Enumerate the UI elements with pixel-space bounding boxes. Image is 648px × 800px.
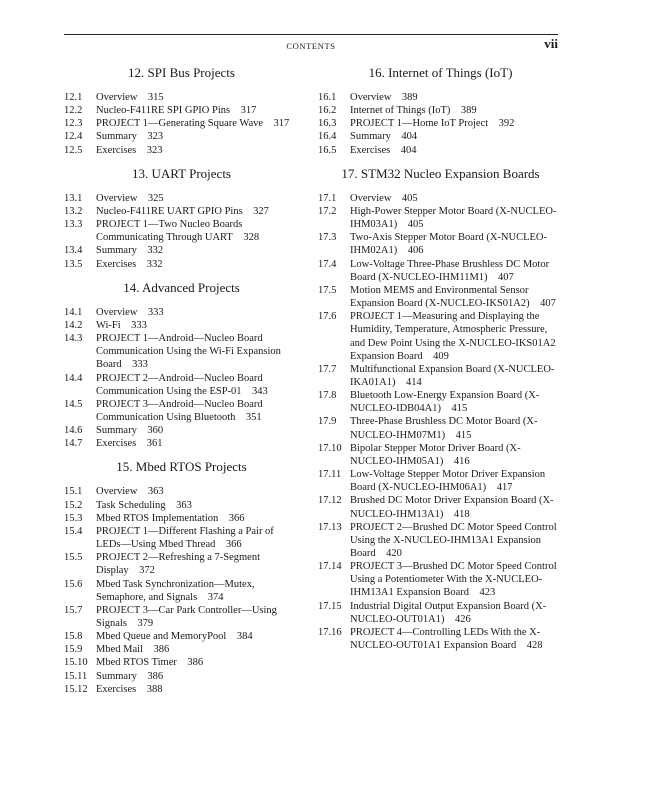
toc-entry[interactable] [318,117,563,130]
entry-number: 15.11 [64,670,88,682]
toc-entry[interactable] [318,258,563,284]
toc-entry[interactable] [318,600,563,626]
entry-page-number: 414 [406,376,422,388]
toc-entry[interactable] [64,306,299,319]
toc-entry[interactable] [318,442,563,468]
entry-title: Overview [350,192,392,204]
entry-number: 15.12 [64,683,88,695]
entry-number: 17.14 [318,561,342,573]
toc-entry[interactable] [318,144,563,157]
entry-title: High-Power Stepper Motor Board (X-NUCLEO-IHM03A1) [350,205,557,231]
entry-number: 17.8 [318,390,337,402]
entry-number: 16.1 [318,92,337,103]
toc-entry[interactable] [318,192,563,205]
entry-title: PROJECT 4—Controlling LEDs With the X-NUCLEO-OUT01A1 Expansion Board [350,626,541,652]
toc-chapter [64,277,299,451]
entry-title: Exercises [96,144,137,156]
entry-page-number: 405 [401,192,418,204]
entry-number: 16.3 [318,118,337,130]
entry-title: Overview [96,306,138,318]
entry-page-number: 351 [245,411,262,423]
entry-title: Exercises [96,438,137,450]
entry-page-number: 317 [273,118,290,130]
entry-title: Bluetooth Low-Energy Expansion Board (X-NUCLEO-IDB04A1) [350,390,540,415]
entry-number: 17.13 [318,521,342,533]
entry-page-number: 389 [401,92,418,103]
entry-page-number: 386 [147,670,164,682]
entry-number: 14.7 [64,438,83,450]
entry-number: 13.4 [64,245,83,257]
entry-title: Summary [96,670,137,682]
chapter-title: 12. SPI Bus Projects [128,65,235,80]
entry-page-number: 361 [146,438,163,450]
entry-number: 17.10 [318,442,342,454]
entry-page-number: 423 [479,587,496,599]
entry-page-number: 333 [132,359,148,371]
entry-page-number: 332 [147,245,164,257]
header-title: CONTENTS [286,41,336,51]
toc-entry[interactable] [318,104,563,117]
entry-page-number: 363 [147,486,164,498]
entry-number: 17.11 [318,469,342,481]
entry-title: PROJECT 2—Refreshing a 7-Segment Display [96,552,261,577]
entry-title: PROJECT 2—Android—Nucleo Board Communication Using the ESP-01 [96,372,263,397]
entry-number: 13.5 [64,258,83,270]
entry-page-number: 415 [451,403,468,415]
toc-entry[interactable] [64,525,299,551]
entry-number: 14.1 [64,306,83,318]
entry-title: Internet of Things (IoT) [350,105,451,117]
entry-title: Exercises [96,683,137,695]
entry-page-number: 333 [131,319,147,331]
entry-number: 15.2 [64,499,83,511]
entry-page-number: 327 [253,205,269,217]
entry-page-number: 386 [153,644,170,656]
toc-entry[interactable] [64,499,299,512]
entry-page-number: 420 [386,548,402,559]
entry-number: 13.2 [64,205,83,217]
entry-title: Low-Voltage Three-Phase Brushless DC Motor Board (X-NUCLEO-IHM11M1) [350,258,550,283]
toc-entry[interactable] [64,398,299,424]
entry-page-number: 323 [147,131,164,143]
chapter-title: 13. UART Projects [131,165,231,181]
entry-page-number: 389 [460,105,477,117]
entry-page-number: 366 [225,539,242,551]
entry-title: Mbed Task Synchronization—Mutex, Semaphore, and Signals [96,578,255,603]
entry-number: 14.5 [64,398,83,410]
toc-entry[interactable] [64,117,299,130]
toc-entry[interactable] [318,130,563,143]
entry-page-number: 392 [498,118,515,130]
entry-title: PROJECT 3—Android—Nucleo Board Communication Using Bluetooth [96,398,263,423]
chapter-title: 14. Advanced Projects [123,279,240,295]
toc-entry[interactable] [64,372,299,398]
entry-number: 15.4 [64,525,83,537]
entry-number: 16.2 [318,105,337,117]
entry-title: Task Scheduling [96,499,166,511]
entry-title: Multifunctional Expansion Board (X-NUCLEO-IKA01A1) [350,363,555,388]
toc-entry[interactable] [64,332,299,371]
entry-number: 13.1 [64,192,83,204]
entry-page-number: 323 [146,144,163,156]
entry-title: Summary [350,131,391,143]
entry-title: Three-Phase Brushless DC Motor Board (X-NUCLEO-IHM07M1) [350,416,538,441]
entry-title: PROJECT 1—Two Nucleo Boards Communicating Through UART [96,219,243,244]
entry-page-number: 317 [240,105,257,117]
entry-number: 15.9 [64,644,83,656]
entry-title: Industrial Digital Output Expansion Board (X-NUCLEO-OUT01A1) [350,600,547,625]
toc-chapter [64,62,299,157]
entry-title: PROJECT 1—Android—Nucleo Board Communication Using the Wi-Fi Expansion Board [96,333,281,371]
toc-entry[interactable] [318,415,563,441]
entry-number: 12.2 [64,105,83,117]
entry-title: Motion MEMS and Environmental Sensor Expansion Board (X-NUCLEO-IKS01A2) [350,284,530,310]
entry-page-number: 384 [236,631,253,643]
entry-number: 17.4 [318,258,337,270]
toc-entry[interactable] [64,643,299,656]
entry-title: PROJECT 2—Brushed DC Motor Speed Control Using the X-NUCLEO-IHM13A1 Expansion Board [350,521,557,559]
entry-title: Overview [96,92,138,103]
entry-page-number: 315 [147,92,164,103]
entry-number: 15.5 [64,552,83,564]
toc-entry[interactable] [64,683,299,696]
toc-entry[interactable] [318,91,563,104]
page-header [64,34,558,55]
entry-page-number: 374 [207,591,224,603]
toc-entry[interactable] [64,424,299,437]
entry-page-number: 366 [228,512,245,524]
entry-number: 14.3 [64,333,83,345]
toc-entry[interactable] [64,604,299,630]
page-number: vii [544,36,558,51]
toc-entry[interactable] [318,626,563,652]
entry-title: Nucleo-F411RE SPI GPIO Pins [96,105,231,117]
entry-title: Nucleo-F411RE UART GPIO Pins [96,205,243,217]
toc-entry[interactable] [64,319,299,332]
entry-title: Low-Voltage Stepper Motor Driver Expansion Board (X-NUCLEO-IHM06A1) [350,469,546,494]
entry-number: 16.4 [318,131,337,143]
entry-title: Summary [96,245,137,257]
entry-number: 15.6 [64,578,83,590]
entry-title: Brushed DC Motor Driver Expansion Board (X-NUCLEO-IHM13A1) [350,495,554,520]
toc-entry[interactable] [318,310,563,363]
entry-page-number: 417 [496,482,513,494]
entry-number: 15.10 [64,657,88,669]
entry-number: 15.8 [64,631,83,643]
entry-title: PROJECT 1—Generating Square Wave [96,118,264,130]
toc-entry[interactable] [318,521,563,560]
entry-number: 12.4 [64,131,83,143]
entry-page-number: 404 [400,144,417,156]
toc-chapter [64,163,299,271]
entry-page-number: 426 [455,613,471,625]
entry-title: PROJECT 1—Measuring and Displaying the Humidity, Temperature, Atmospheric Pressure, and Dew Point Using the X-NUCLEO-IKS01A2 Expansion Board [350,311,556,362]
toc-entry[interactable] [318,468,563,494]
entry-title: Overview [96,486,138,498]
entry-number: 15.7 [64,604,83,616]
entry-number: 17.2 [318,205,337,217]
toc-entry[interactable] [64,130,299,143]
toc-left-column [64,62,299,702]
toc-entry[interactable] [64,218,299,244]
toc-right-column [318,62,563,658]
entry-title: Mbed RTOS Timer [96,657,177,669]
entry-page-number: 332 [146,258,163,270]
chapter-title: 17. STM32 Nucleo Expansion Boards [341,165,540,181]
entry-page-number: 343 [252,385,268,397]
entry-number: 17.6 [318,311,337,323]
entry-number: 17.7 [318,363,337,375]
toc-chapter [318,62,563,157]
entry-title: Mbed Queue and MemoryPool [96,631,227,643]
entry-title: Mbed Mail [96,644,143,656]
toc-entry[interactable] [64,485,299,498]
entry-number: 15.1 [64,486,83,498]
toc-entry[interactable] [64,104,299,117]
entry-title: Overview [96,192,138,204]
entry-page-number: 406 [407,245,424,257]
entry-title: PROJECT 3—Brushed DC Motor Speed Control Using a Potentiometer With the X-NUCLEO-IHM13A1 Expansion Board [350,561,557,599]
entry-number: 17.5 [318,284,337,296]
toc-entry[interactable] [64,630,299,643]
toc-entry[interactable] [64,205,299,218]
entry-number: 13.3 [64,219,83,231]
entry-title: PROJECT 1—Different Flashing a Pair of LEDs—Using Mbed Thread [96,525,274,551]
entry-number: 14.6 [64,425,83,437]
toc-entry[interactable] [64,512,299,525]
entry-title: Wi-Fi [96,319,121,331]
entry-number: 17.16 [318,626,342,638]
entry-title: Summary [96,425,137,437]
toc-entry[interactable] [64,192,299,205]
toc-entry[interactable] [318,494,563,520]
entry-page-number: 409 [433,350,449,362]
entry-title: Overview [350,92,392,103]
entry-page-number: 379 [137,618,154,629]
toc-entry[interactable] [64,244,299,257]
entry-page-number: 405 [407,219,424,231]
toc-entry[interactable] [318,560,563,599]
entry-page-number: 415 [455,429,472,441]
entry-title: Mbed RTOS Implementation [96,512,219,524]
entry-number: 17.1 [318,192,337,204]
toc-entry[interactable] [318,389,563,415]
entry-number: 16.5 [318,144,337,156]
toc-entry[interactable] [64,144,299,157]
entry-number: 14.2 [64,319,83,331]
toc-entry[interactable] [64,551,299,577]
entry-page-number: 372 [139,565,155,577]
toc-entry[interactable] [64,670,299,683]
toc-entry[interactable] [318,205,563,231]
entry-page-number: 388 [146,683,163,695]
entry-page-number: 360 [147,425,164,437]
entry-title: Exercises [96,258,137,270]
entry-number: 12.1 [64,92,83,103]
toc-entry[interactable] [64,437,299,450]
entry-page-number: 407 [498,271,514,283]
toc-entry[interactable] [64,258,299,271]
entry-number: 12.5 [64,144,83,156]
entry-number: 15.3 [64,512,83,524]
entry-number: 14.4 [64,372,83,384]
entry-title: Summary [96,131,137,143]
entry-number: 17.9 [318,416,337,428]
entry-number: 12.3 [64,118,83,130]
entry-number: 17.3 [318,232,337,244]
entry-page-number: 404 [401,131,418,143]
entry-page-number: 386 [187,657,204,669]
toc-entry[interactable] [318,363,563,389]
entry-page-number: 428 [526,640,543,652]
entry-number: 17.12 [318,495,342,507]
toc-chapter [64,456,299,696]
entry-page-number: 333 [147,306,164,318]
chapter-title: 16. Internet of Things (IoT) [368,65,513,80]
entry-title: Two-Axis Stepper Motor Board (X-NUCLEO-IHM02A1) [350,232,547,257]
toc-entry[interactable] [64,578,299,604]
entry-title: Exercises [350,144,391,156]
chapter-title: 15. Mbed RTOS Projects [116,459,247,475]
entry-page-number: 363 [176,499,192,511]
entry-page-number: 407 [540,298,556,310]
entry-title: PROJECT 3—Car Park Controller—Using Signals [96,604,277,629]
toc-entry[interactable] [64,656,299,669]
entry-page-number: 416 [453,455,470,467]
toc-entry[interactable] [318,284,563,310]
entry-number: 17.15 [318,600,342,612]
entry-page-number: 418 [453,508,470,520]
toc-chapter [318,163,563,652]
entry-title: Bipolar Stepper Motor Driver Board (X-NUCLEO-IHM05A1) [350,442,521,467]
toc-entry[interactable] [318,231,563,257]
entry-page-number: 325 [147,192,164,204]
toc-entry[interactable] [64,91,299,104]
entry-title: PROJECT 1—Home IoT Project [350,118,489,130]
entry-page-number: 328 [243,232,260,244]
